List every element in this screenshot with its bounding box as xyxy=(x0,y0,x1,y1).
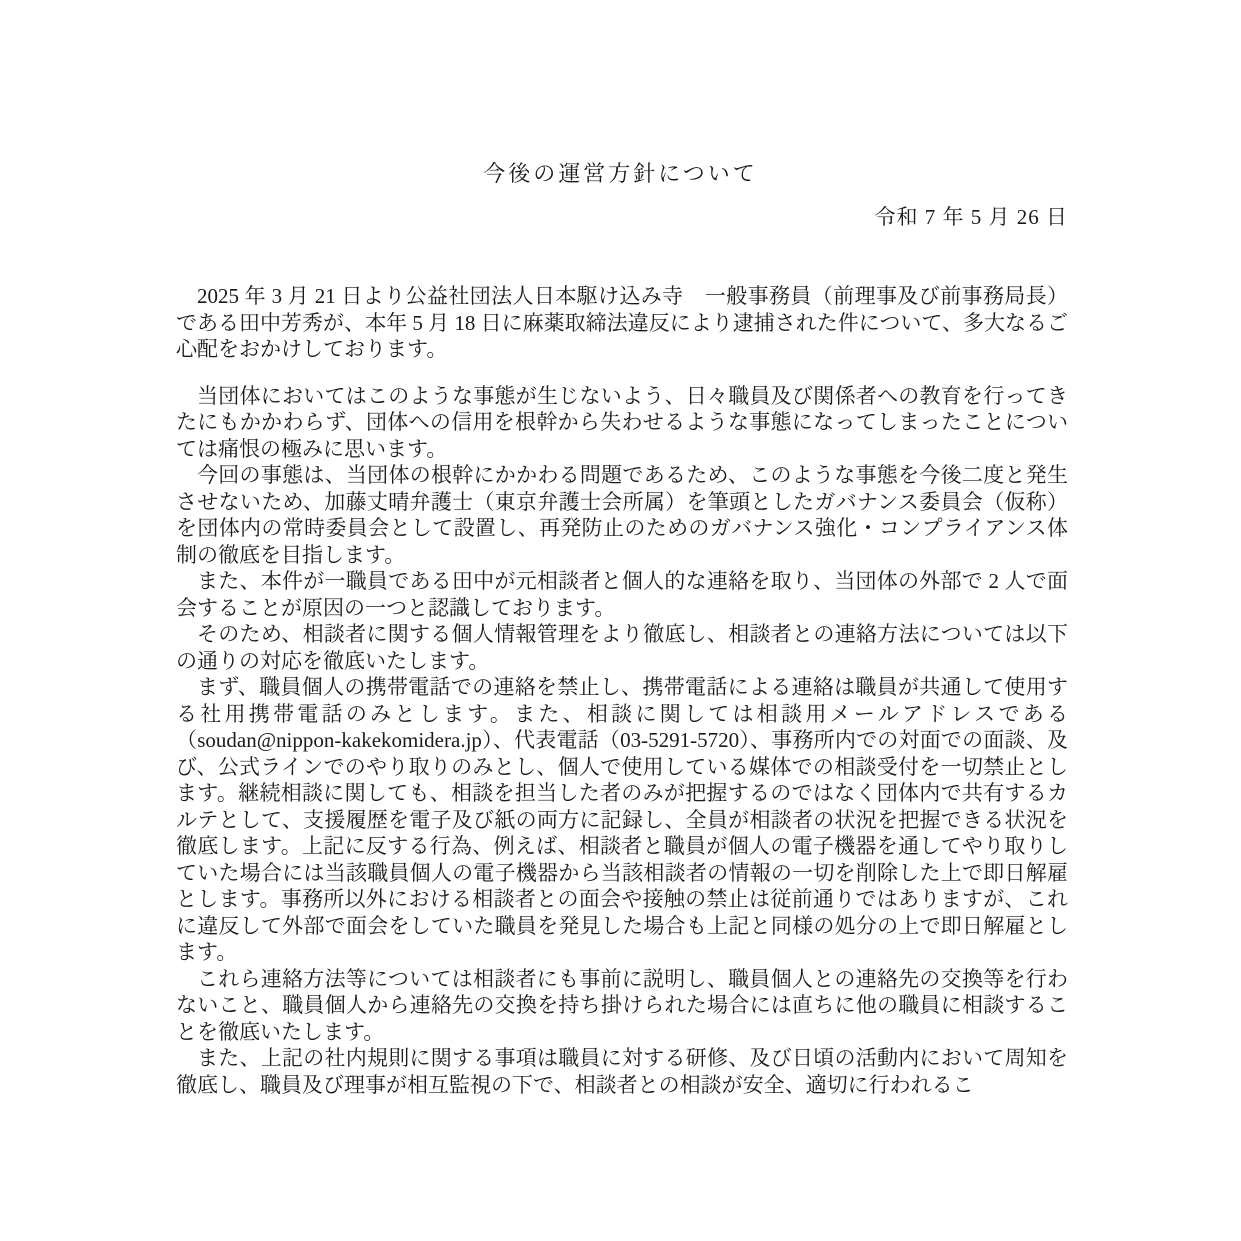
paragraph-cause-recognition: また、本件が一職員である田中が元相談者と個人的な連絡を取り、当団体の外部で 2 人で面会することが原因の一つと認識しております。 xyxy=(176,569,1068,620)
paragraph-contact-rules: まず、職員個人の携帯電話での連絡を禁止し、携帯電話による連絡は職員が共通して使用する社用携帯電話のみとします。また、相談に関しては相談用メールアドレスである（soudan@nippon-kakekomidera.jp）、代表電話（03‐5291‐5720）、事務所内での対面での面談、及び、公式ラインでのやり取りのみとし、個人で使用している媒体での相談受付を一切禁止とします。継続相談に関しても、相談を担当した者のみが把握するのではなく団体内で共有するカルテとして、支援履歴を電子及び紙の両方に記録し、全員が相談者の状況を把握できる状況を徹底します。上記に反する行為、例えば、相談者と職員が個人の電子機器を通してやり取りしていた場合には当該職員個人の電子機器から当該相談者の情報の一切を削除した上で即日解雇とします。事務所以外における相談者との面会や接触の禁止は従前通りではありますが、これに違反して外部で面会をしていた職員を発見した場合も上記と同様の処分の上で即日解雇とします。 xyxy=(176,675,1068,964)
paragraph-governance-committee: 今回の事態は、当団体の根幹にかかわる問題であるため、このような事態を今後二度と発生させないため、加藤丈晴弁護士（東京弁護士会所属）を筆頭としたガバナンス委員会（仮称）を団体内の常時委員会として設置し、再発防止のためのガバナンス強化・コンプライアンス体制の徹底を目指します。 xyxy=(176,463,1068,567)
paragraph-apology: 当団体においてはこのような事態が生じないよう、日々職員及び関係者への教育を行ってきたにもかかわらず、団体への信用を根幹から失わせるような事態になってしまったことについては痛恨の極みに思います。 xyxy=(176,383,1068,461)
document-date: 令和 7 年 5 月 26 日 xyxy=(874,205,1068,229)
paragraph-training-monitoring: また、上記の社内規則に関する事項は職員に対する研修、及び日頃の活動内において周知を徹底し、職員及び理事が相互監視の下で、相談者との相談が安全、適切に行われるこ xyxy=(176,1046,1068,1097)
document-body xyxy=(176,283,1068,1098)
paragraph-intro-incident: 2025 年 3 月 21 日より公益社団法人日本駆け込み寺 一般事務員（前理事及び前事務局長）である田中芳秀が、本年 5 月 18 日に麻薬取締法違反により逮捕された件について、多大なるご心配をおかけしております。 xyxy=(176,284,1069,361)
paragraph-prior-explanation: これら連絡方法等については相談者にも事前に説明し、職員個人との連絡先の交換等を行わないこと、職員個人から連絡先の交換を持ち掛けられた場合には直ちに他の職員に相談することを徹底いたします。 xyxy=(176,966,1068,1044)
document-title: 今後の運営方針について xyxy=(483,161,758,186)
paragraph-policy-lead-in: そのため、相談者に関する個人情報管理をより徹底し、相談者との連絡方法については以下の通りの対応を徹底いたします。 xyxy=(176,622,1068,673)
